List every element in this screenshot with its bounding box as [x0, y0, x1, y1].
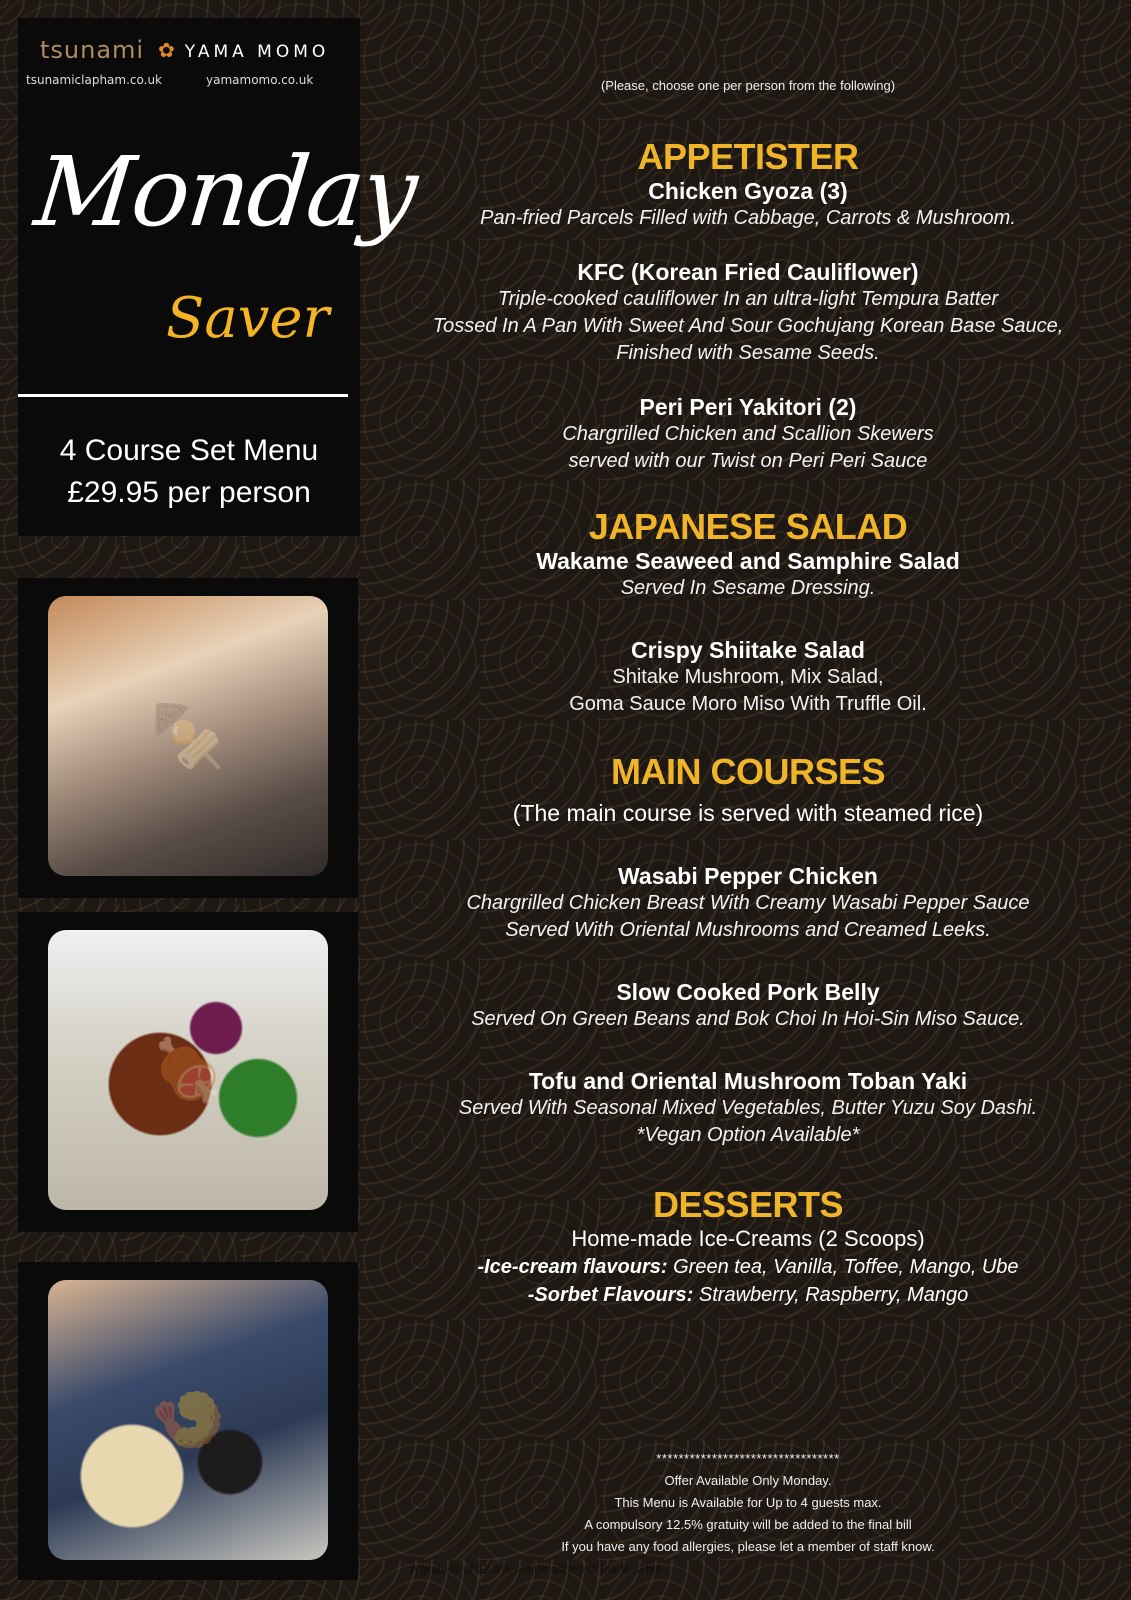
footer-line: This Menu is Available for Up to 4 guests max. — [614, 1495, 882, 1510]
dish-desc: Served On Green Beans and Bok Choi In Hoi-Sin Miso Sauce. — [471, 1008, 1025, 1030]
dish-name: Chicken Gyoza (3) — [648, 178, 848, 204]
mains-note: (The main course is served with steamed rice) — [512, 800, 984, 826]
photo-tempura — [48, 1280, 328, 1560]
dish-name: Wakame Seaweed and Samphire Salad — [536, 548, 960, 574]
dish — [380, 636, 1116, 718]
dish-name: Wasabi Pepper Chicken — [618, 863, 878, 889]
photo-frame-2 — [18, 912, 358, 1232]
dish-desc: Triple-cooked cauliflower In an ultra-light Tempura Batter — [497, 288, 999, 310]
yama-momo-text: YAMA MOMO — [184, 42, 330, 62]
yama-url[interactable]: yamamomo.co.uk — [206, 73, 314, 87]
photo-pork-belly — [48, 930, 328, 1210]
dish-desc: *Vegan Option Available* — [636, 1124, 860, 1146]
dish-name: Slow Cooked Pork Belly — [616, 979, 880, 1005]
tsunami-url[interactable]: tsunamiclapham.co.uk — [26, 73, 163, 87]
photo-frame-1 — [18, 578, 358, 898]
dish — [380, 547, 1116, 602]
ice-cream-flavours — [380, 1253, 1116, 1281]
dish — [380, 177, 1116, 232]
section-appetiser-title: APPETISTER — [637, 136, 859, 177]
footer-line: If you have any food allergies, please let a member of staff know. — [561, 1539, 935, 1554]
dish-desc: Served With Seasonal Mixed Vegetables, Butter Yuzu Soy Dashi. — [458, 1097, 1038, 1119]
section-salad-title: JAPANESE SALAD — [588, 506, 908, 547]
footer — [380, 1448, 1116, 1558]
dish-name: Peri Peri Yakitori (2) — [639, 394, 857, 420]
dish-desc: Shitake Mushroom, Mix Salad, — [612, 666, 884, 688]
tsunami-logo: tsunami — [40, 36, 145, 64]
dish — [380, 1067, 1116, 1149]
photo-yakitori — [48, 596, 328, 876]
dish-desc: Chargrilled Chicken and Scallion Skewers — [562, 423, 934, 445]
dish-desc: Goma Sauce Moro Miso With Truffle Oil. — [569, 693, 927, 715]
menu-column — [380, 78, 1116, 1309]
dish — [380, 258, 1116, 367]
sorbet-label: -Sorbet Flavours: — [527, 1284, 694, 1306]
ghost-gratuity-text: A gratuity of 12.5% will be added to the final bill — [410, 1562, 661, 1576]
dish-desc: served with our Twist on Peri Peri Sauce — [568, 450, 928, 472]
set-menu-info — [18, 430, 360, 514]
plate-icon: 🍖 — [150, 1035, 226, 1106]
dessert-item: Home-made Ice-Creams (2 Scoops) — [571, 1226, 925, 1251]
sorbet-values: Strawberry, Raspberry, Mango — [693, 1284, 969, 1306]
footer-line: A compulsory 12.5% gratuity will be added to the final bill — [584, 1517, 912, 1532]
ice-label: -Ice-cream flavours: — [477, 1256, 668, 1278]
skewer-icon: 🍢 — [150, 701, 226, 772]
hero-saver: Saver — [166, 286, 330, 351]
price-line: £29.95 per person — [67, 476, 311, 509]
hero-monday: Monday — [30, 136, 421, 248]
footer-line: Offer Available Only Monday. — [664, 1473, 832, 1488]
flower-icon: ✿ — [158, 38, 179, 62]
dish — [380, 862, 1116, 944]
dish-desc: Chargrilled Chicken Breast With Creamy Wasabi Pepper Sauce — [466, 892, 1030, 914]
brand-panel — [18, 18, 421, 536]
footer-stars: ********************************* — [656, 1451, 840, 1466]
dish-name: KFC (Korean Fried Cauliflower) — [577, 259, 919, 285]
dish-desc: Pan-fried Parcels Filled with Cabbage, Carrots & Mushroom. — [480, 207, 1016, 229]
chopsticks-icon: 🍤 — [150, 1385, 226, 1456]
course-line: 4 Course Set Menu — [59, 434, 319, 467]
instruction: (Please, choose one per person from the following) — [600, 78, 896, 93]
dish — [380, 393, 1116, 475]
dish-desc: Finished with Sesame Seeds. — [616, 342, 880, 364]
dish-name: Tofu and Oriental Mushroom Toban Yaki — [528, 1068, 968, 1094]
dish-name: Crispy Shiitake Salad — [631, 637, 865, 663]
ice-values: Green tea, Vanilla, Toffee, Mango, Ube — [667, 1256, 1019, 1278]
divider — [18, 394, 348, 397]
section-desserts-title: DESSERTS — [652, 1184, 844, 1225]
section-mains-title: MAIN COURSES — [610, 751, 886, 792]
dish — [380, 978, 1116, 1033]
sorbet-flavours — [380, 1281, 1116, 1309]
dish-desc: Served With Oriental Mushrooms and Creamed Leeks. — [505, 919, 991, 941]
photo-frame-3 — [18, 1262, 358, 1580]
dish-desc: Tossed In A Pan With Sweet And Sour Gochujang Korean Base Sauce, — [432, 315, 1064, 337]
dish-desc: Served In Sesame Dressing. — [620, 577, 876, 599]
yama-momo-logo — [158, 38, 329, 62]
